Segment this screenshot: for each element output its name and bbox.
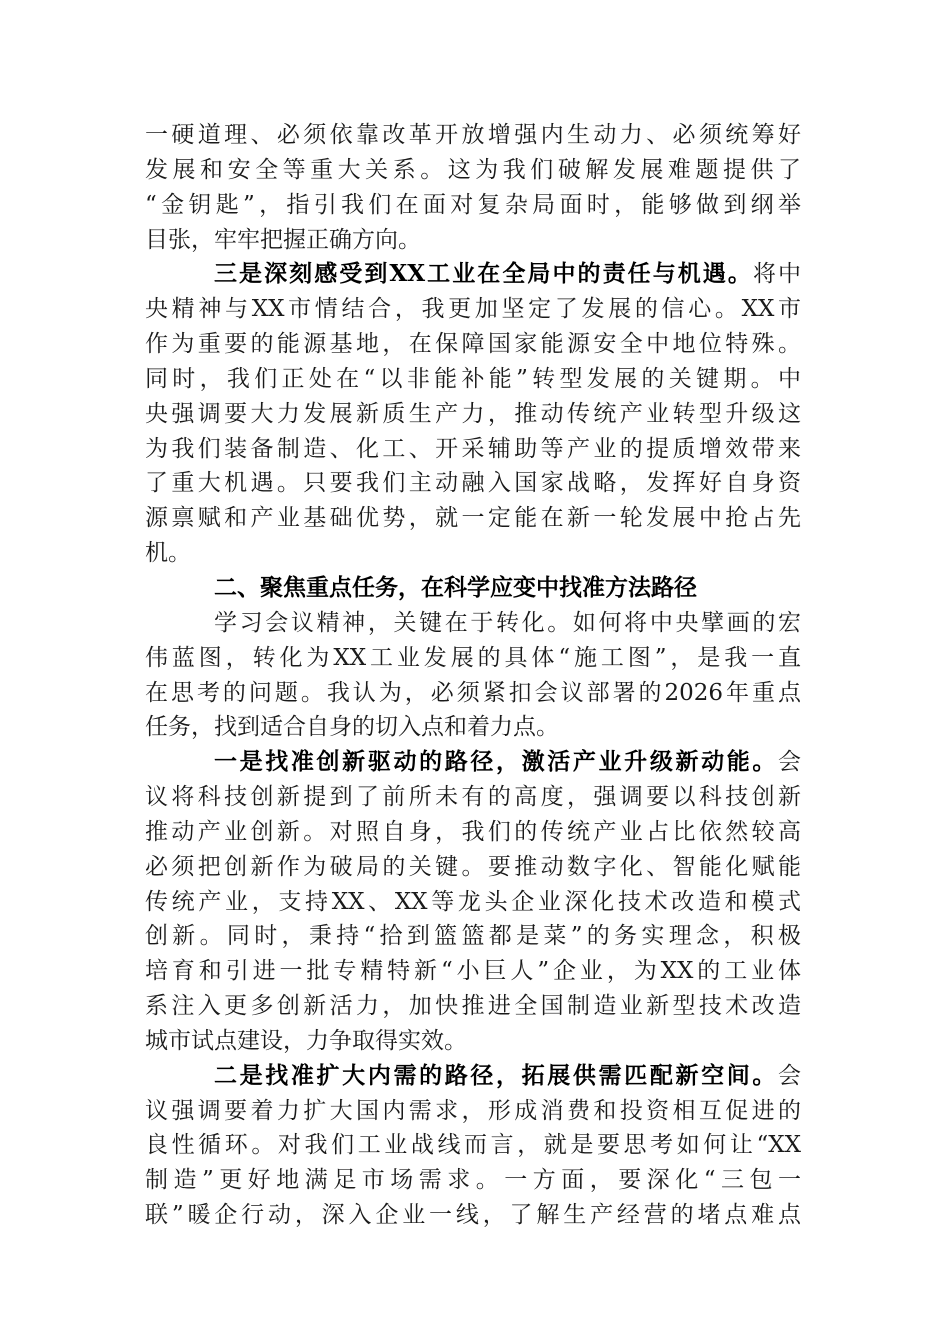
text-line: 作为重要的能源基地，在保障国家能源安全中地位特殊。 <box>145 331 801 358</box>
text-line: 培育和引进一批专精特新“小巨人”企业，为XX的工业体 <box>145 958 801 985</box>
text-line: 伟蓝图，转化为XX工业发展的具体“施工图”，是我一直 <box>145 644 801 671</box>
text-span: 会 <box>778 749 801 776</box>
text-span: 将中 <box>752 261 801 288</box>
text-line: 在思考的问题。我认为，必须紧扣会议部署的2026年重点 <box>145 679 801 706</box>
bold-lead-sentence: 一是找准创新驱动的路径，激活产业升级新动能。 <box>214 748 778 776</box>
text-line: 发展和安全等重大关系。这为我们破解发展难题提供了 <box>145 156 801 183</box>
text-line: 良性循环。对我们工业战线而言，就是要思考如何让“XX <box>145 1132 801 1159</box>
text-line: 央精神与XX市情结合，我更加坚定了发展的信心。XX市 <box>145 296 801 323</box>
text-span: 会 <box>778 1062 801 1089</box>
text-line: 任务，找到适合自身的切入点和着力点。 <box>145 714 559 741</box>
document-page <box>145 118 801 1233</box>
text-line: 传统产业，支持XX、XX等龙头企业深化技术改造和模式 <box>145 888 801 915</box>
text-line: 源禀赋和产业基础优势，就一定能在新一轮发展中抢占先 <box>145 505 801 532</box>
paragraph-lead-line <box>145 257 801 292</box>
text-line: 议将科技创新提到了前所未有的高度，强调要以科技创新 <box>145 784 801 811</box>
paragraph-lead-line <box>145 745 801 780</box>
text-line: 必须把创新作为破局的关键。要推动数字化、智能化赋能 <box>145 853 801 880</box>
text-line: 同时，我们正处在“以非能补能”转型发展的关键期。中 <box>145 365 801 392</box>
text-line: 制造”更好地满足市场需求。一方面，要深化“三包一 <box>145 1167 801 1194</box>
text-line: 机。 <box>145 540 191 567</box>
text-line: 推动产业创新。对照自身，我们的传统产业占比依然较高 <box>145 818 801 845</box>
section-heading: 二、聚焦重点任务，在科学应变中找准方法路径 <box>214 573 697 601</box>
text-line: 一硬道理、必须依靠改革开放增强内生动力、必须统筹好 <box>145 122 801 148</box>
text-line: 了重大机遇。只要我们主动融入国家战略，发挥好自身资 <box>145 470 801 497</box>
paragraph-lead-line <box>145 1059 801 1094</box>
text-line: 学习会议精神，关键在于转化。如何将中央擘画的宏 <box>214 609 801 636</box>
text-line: “金钥匙”，指引我们在面对复杂局面时，能够做到纲举 <box>145 191 801 218</box>
text-line: 议强调要着力扩大国内需求，形成消费和投资相互促进的 <box>145 1097 801 1124</box>
text-line: 目张，牢牢把握正确方向。 <box>145 226 421 253</box>
bold-lead-sentence: 二是找准扩大内需的路径，拓展供需匹配新空间。 <box>214 1061 778 1089</box>
text-line: 城市试点建设，力争取得实效。 <box>145 1027 467 1054</box>
text-line: 联”暖企行动，深入企业一线，了解生产经营的堵点难点 <box>145 1202 801 1229</box>
text-line: 创新。同时，秉持“拾到篮篮都是菜”的务实理念，积极 <box>145 923 801 950</box>
bold-lead-sentence: 三是深刻感受到XX工业在全局中的责任与机遇。 <box>214 260 753 288</box>
text-line: 系注入更多创新活力，加快推进全国制造业新型技术改造 <box>145 993 801 1020</box>
text-line: 为我们装备制造、化工、开采辅助等产业的提质增效带来 <box>145 435 801 462</box>
text-line: 央强调要大力发展新质生产力，推动传统产业转型升级这 <box>145 400 801 427</box>
